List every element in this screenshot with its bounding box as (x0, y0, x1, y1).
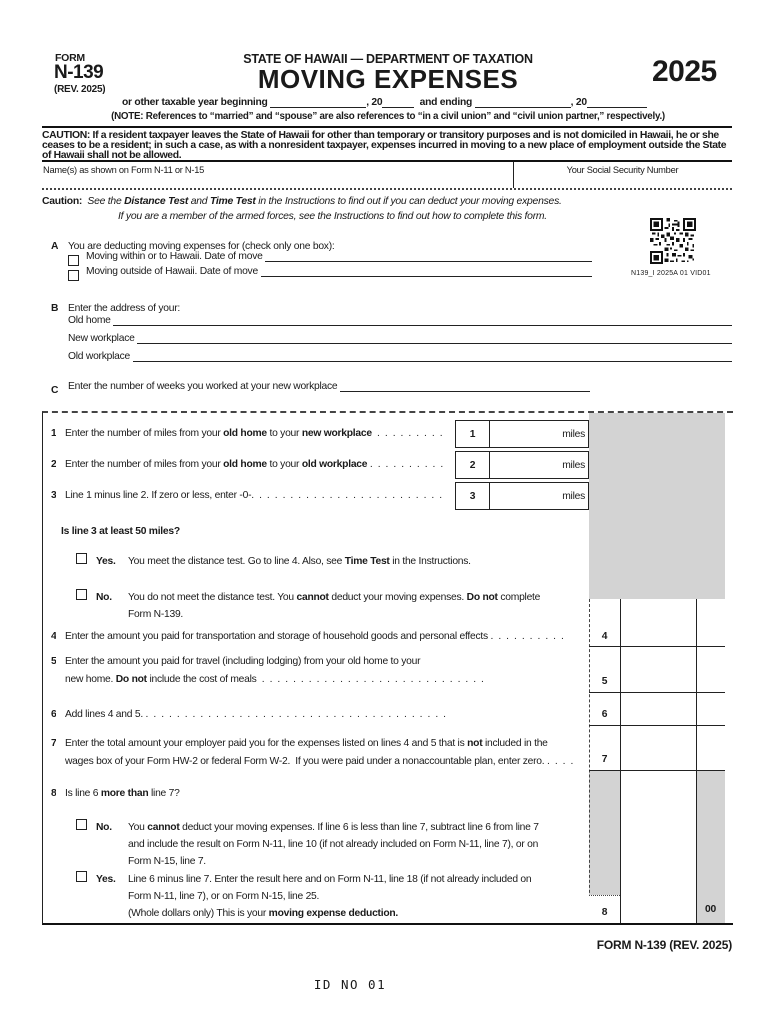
line8-yes-line2: Form N-11, line 7), or on Form N-15, line 25. (128, 891, 320, 902)
line7-amount-field[interactable] (620, 725, 696, 770)
line2-miles-box (455, 451, 589, 479)
worksheet-table (42, 411, 733, 925)
name-ssn-row (42, 160, 732, 190)
distance-no-label: No. (96, 592, 112, 603)
line8-amount-field[interactable] (620, 895, 696, 923)
distance-yes-checkbox[interactable] (76, 553, 87, 564)
line8-number-cell (589, 895, 620, 923)
section-c-letter: C (51, 385, 59, 396)
line3-number-label: 3 (51, 490, 57, 501)
line5-amount-field[interactable] (620, 646, 696, 692)
taxable-year-end-yy-input[interactable] (587, 95, 647, 108)
line1-number-label: 1 (51, 428, 57, 439)
ssn-field-label: Your Social Security Number (566, 165, 679, 175)
new-workplace-input[interactable] (137, 331, 732, 344)
qr-caption: N139_I 2025A 01 VID01 (631, 270, 711, 277)
distance-no-checkbox[interactable] (76, 589, 87, 600)
line8-no-line1: You cannot deduct your moving expenses. If line 6 is less than line 7, subtract line 6 from line 7 (128, 822, 539, 833)
line2-number-label: 2 (51, 459, 57, 470)
line8-yes-checkbox[interactable] (76, 871, 87, 882)
line4-text: Enter the amount you paid for transportation and storage of household goods and personal effects . . . . . . . . . . (65, 631, 564, 642)
line1-box-number: 1 (456, 421, 490, 447)
moving-outside-checkbox[interactable] (68, 270, 79, 281)
moving-outside-label: Moving outside of Hawaii. Date of move (86, 266, 261, 277)
agency-name: STATE OF HAWAII — DEPARTMENT OF TAXATION (243, 52, 533, 66)
line3-miles-box (455, 482, 589, 510)
line2-miles-field[interactable] (490, 452, 588, 478)
taxable-year-20a-label: , 20 (366, 97, 383, 108)
caution-paragraph: CAUTION: If a resident taxpayer leaves the State of Hawaii for other than temporary or transitory purposes and is not domiciled in Hawaii, he or she ceases to be a resident; in such a case, as with a nonresident taxpayer, expenses incurred in moving to a new place of employment outside the State of Hawaii shall not be allowed. (42, 130, 727, 161)
caution-tests-line2: If you are a member of the armed forces, see the Instructions to find out how to complete this form. (118, 211, 547, 222)
caution-tests-label: Caution: (42, 196, 83, 207)
line5-number-label: 5 (51, 656, 57, 667)
line7-text-line1: Enter the total amount your employer paid you for the expenses listed on lines 4 and 5 that is not included in the (65, 738, 548, 749)
header-divider (42, 126, 732, 128)
form-number: N-139 (54, 62, 104, 83)
line8-no-label: No. (96, 822, 112, 833)
line4-amount-field[interactable] (620, 599, 696, 646)
weeks-worked-row (68, 379, 590, 392)
line6-amount-field[interactable] (620, 692, 696, 725)
date-of-move-within-input[interactable] (265, 249, 592, 262)
name-field-label: Name(s) as shown on Form N-11 or N-15 (43, 165, 205, 175)
line6-box-number: 6 (601, 709, 608, 720)
line1-miles-box (455, 420, 589, 448)
shaded-area-top (589, 413, 725, 599)
old-workplace-label: Old workplace (68, 351, 133, 362)
moving-outside-row (86, 264, 592, 277)
line6-number-label: 6 (51, 709, 57, 720)
line1-miles-field[interactable] (490, 421, 588, 447)
tax-year: 2025 (652, 55, 717, 88)
distance-question: Is line 3 at least 50 miles? (61, 526, 180, 537)
moving-within-checkbox[interactable] (68, 255, 79, 266)
shaded-area-numcol (589, 770, 620, 895)
line8-no-line2: and include the result on Form N-11, line 10 (if not already included on Form N-11, line 7), or on (128, 839, 539, 850)
qr-code (650, 218, 696, 264)
new-workplace-row (68, 331, 732, 344)
line4-box-number: 4 (601, 631, 608, 642)
taxable-year-begin-label: or other taxable year beginning (122, 97, 271, 108)
money-grid-cents-line (696, 599, 697, 923)
old-workplace-row (68, 349, 732, 362)
date-of-move-outside-input[interactable] (261, 264, 592, 277)
taxable-year-begin-input[interactable] (270, 95, 366, 108)
new-workplace-label: New workplace (68, 333, 138, 344)
line6-text: Add lines 4 and 5. . . . . . . . . . . . . . . . . . . . . . . . . . . . . . . . . . . . . . . . (65, 709, 446, 720)
line7-text-line2: wages box of your Form HW-2 or federal Form W-2. If you were paid under a nonaccountable plan, enter zero. . . . . (65, 756, 574, 767)
line8-box-number: 8 (601, 907, 608, 918)
old-home-label: Old home (68, 315, 114, 326)
section-a-letter: A (51, 241, 59, 252)
line3-box-number: 3 (456, 483, 490, 509)
taxable-year-ending-label: and ending (414, 97, 475, 108)
section-b-letter: B (51, 303, 59, 314)
weeks-worked-label: Enter the number of weeks you worked at your new workplace (68, 381, 340, 392)
weeks-worked-input[interactable] (340, 379, 590, 392)
distance-no-text-line2: Form N-139. (128, 609, 184, 620)
line2-miles-unit: miles (562, 459, 585, 471)
footer-form-reference: FORM N-139 (REV. 2025) (596, 938, 732, 952)
distance-no-text-line1: You do not meet the distance test. You cannot deduct your moving expenses. Do not complete (128, 592, 541, 603)
taxable-year-begin-yy-input[interactable] (382, 95, 414, 108)
line3-text: Line 1 minus line 2. If zero or less, enter -0-. . . . . . . . . . . . . . . . . . . . . . . . . (65, 490, 442, 501)
form-label: FORM (55, 52, 85, 64)
line3-miles-field[interactable] (490, 483, 588, 509)
line8-yes-label: Yes. (96, 874, 116, 885)
form-revision: (REV. 2025) (54, 84, 106, 95)
line7-bottom-divider (589, 770, 725, 771)
moving-within-row (86, 249, 592, 262)
section-a-intro: You are deducting moving expenses for (check only one box): (68, 241, 335, 252)
section-b-intro: Enter the address of your: (68, 303, 180, 314)
line8-cents-value: 00 (705, 904, 716, 915)
taxable-year-20b-label: , 20 (570, 97, 587, 108)
footer-id-number: ID NO 01 (313, 977, 387, 992)
form-title: MOVING EXPENSES (257, 64, 519, 94)
old-home-input[interactable] (113, 313, 732, 326)
line5-text-line1: Enter the amount you paid for travel (including lodging) from your old home to your (65, 656, 421, 667)
old-home-row (68, 313, 732, 326)
line7-box-number: 7 (601, 754, 608, 765)
line1-miles-unit: miles (562, 428, 585, 440)
line8-yes-line1: Line 6 minus line 7. Enter the result here and on Form N-11, line 18 (if not already included on (128, 874, 532, 885)
distance-yes-text: You meet the distance test. Go to line 4. Also, see Time Test in the Instructions. (128, 556, 471, 567)
line3-miles-unit: miles (562, 490, 585, 502)
line8-no-line3: Form N-15, line 7. (128, 856, 206, 867)
name-input-area[interactable] (42, 162, 512, 188)
line8-no-checkbox[interactable] (76, 819, 87, 830)
moving-within-label: Moving within or to Hawaii. Date of move (86, 251, 266, 262)
old-workplace-input[interactable] (133, 349, 732, 362)
civil-union-note: (NOTE: References to “married” and “spouse” are also references to “in a civil union” and “civil union partner,” respectively.) (111, 111, 665, 122)
line7-number-label: 7 (51, 738, 57, 749)
line8-question: Is line 6 more than line 7? (65, 788, 180, 799)
line4-number-label: 4 (51, 631, 57, 642)
line8-yes-line3: (Whole dollars only) This is your moving expense deduction. (128, 908, 399, 919)
line5-box-number: 5 (601, 676, 608, 687)
line5-text-line2: new home. Do not include the cost of meals . . . . . . . . . . . . . . . . . . . . . . . . . . . . . (65, 674, 484, 685)
ssn-input-area[interactable] (513, 162, 732, 188)
line1-text: Enter the number of miles from your old home to your new workplace . . . . . . . . . (65, 428, 443, 439)
caution-tests-text: See the Distance Test and Time Test in the Instructions to find out if you can deduct your moving expenses. (87, 196, 562, 207)
taxable-year-line (122, 95, 647, 108)
distance-yes-label: Yes. (96, 556, 116, 567)
shaded-area-cents (696, 770, 725, 923)
line8-number-label: 8 (51, 788, 57, 799)
taxable-year-end-input[interactable] (475, 95, 571, 108)
line2-text: Enter the number of miles from your old home to your old workplace . . . . . . . . . . (65, 459, 443, 470)
line2-box-number: 2 (456, 452, 490, 478)
caution-tests-line1 (42, 196, 562, 207)
